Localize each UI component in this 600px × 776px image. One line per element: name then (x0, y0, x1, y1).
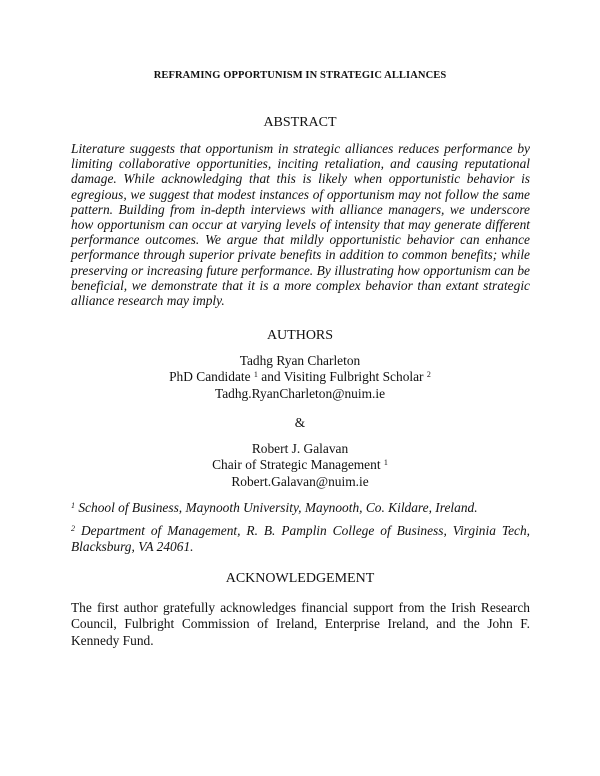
abstract-heading: ABSTRACT (263, 115, 337, 130)
author-2-role (0, 457, 600, 473)
affiliation-2-text: Department of Management, R. B. Pamplin College of Business, Virginia Tech, Blacksburg, VA 24061. (71, 523, 530, 555)
paper-title: REFRAMING OPPORTUNISM IN STRATEGIC ALLIANCES (153, 70, 447, 81)
affiliation-2 (71, 523, 530, 556)
affiliation-1-text: School of Business, Maynooth University, Maynooth, Co. Kildare, Ireland. (78, 500, 478, 515)
affiliation-2-mark: 2 (71, 524, 75, 533)
author-1-role-text-2: and Visiting Fulbright Scholar (257, 369, 424, 385)
author-1-sup-1: 1 (253, 370, 258, 380)
ampersand: & (294, 415, 306, 430)
acknowledgement-heading: ACKNOWLEDGEMENT (225, 571, 375, 586)
abstract-text: Literature suggests that opportunism in strategic alliances reduces performance by limiting collaborative opportunities, inciting retaliation, and causing reputational damage. While acknowledging that this is likely when opportunistic behavior is egregious, we suggest that modest instances of opportunism may not follow the same pattern. Building from in-depth interviews with alliance managers, we underscore how opportunism can occur at varying levels of intensity that may generate different performance outcomes. We argue that mildly opportunistic behavior can enhance performance through superior private benefits in addition to common benefits; while preserving or increasing future performance. By illustrating how opportunism can be beneficial, we demonstrate that it is a more complex behavior than extant strategic alliance research may imply. (71, 141, 530, 309)
author-2-role-text: Chair of Strategic Management (212, 457, 381, 473)
author-1-role (0, 369, 600, 385)
affiliation-1 (71, 500, 530, 516)
author-1-name: Tadhg Ryan Charleton (239, 353, 361, 368)
author-2-email: Robert.Galavan@nuim.ie (231, 473, 369, 489)
author-2-sup: 1 (383, 458, 388, 468)
author-1-block (0, 353, 600, 402)
acknowledgement-text: The first author gratefully acknowledges financial support from the Irish Research Council, Fulbright Commission of Ireland, Enterprise Ireland, and the John F. Kennedy Fund. (71, 600, 530, 648)
author-1-email: Tadhg.RyanCharleton@nuim.ie (214, 385, 386, 401)
affiliation-1-mark: 1 (71, 501, 75, 510)
author-1-role-text-1: PhD Candidate (169, 369, 251, 385)
author-2-block (0, 441, 600, 490)
author-1-sup-2: 2 (426, 370, 431, 380)
author-2-name: Robert J. Galavan (251, 441, 349, 456)
authors-heading: AUTHORS (266, 328, 334, 343)
